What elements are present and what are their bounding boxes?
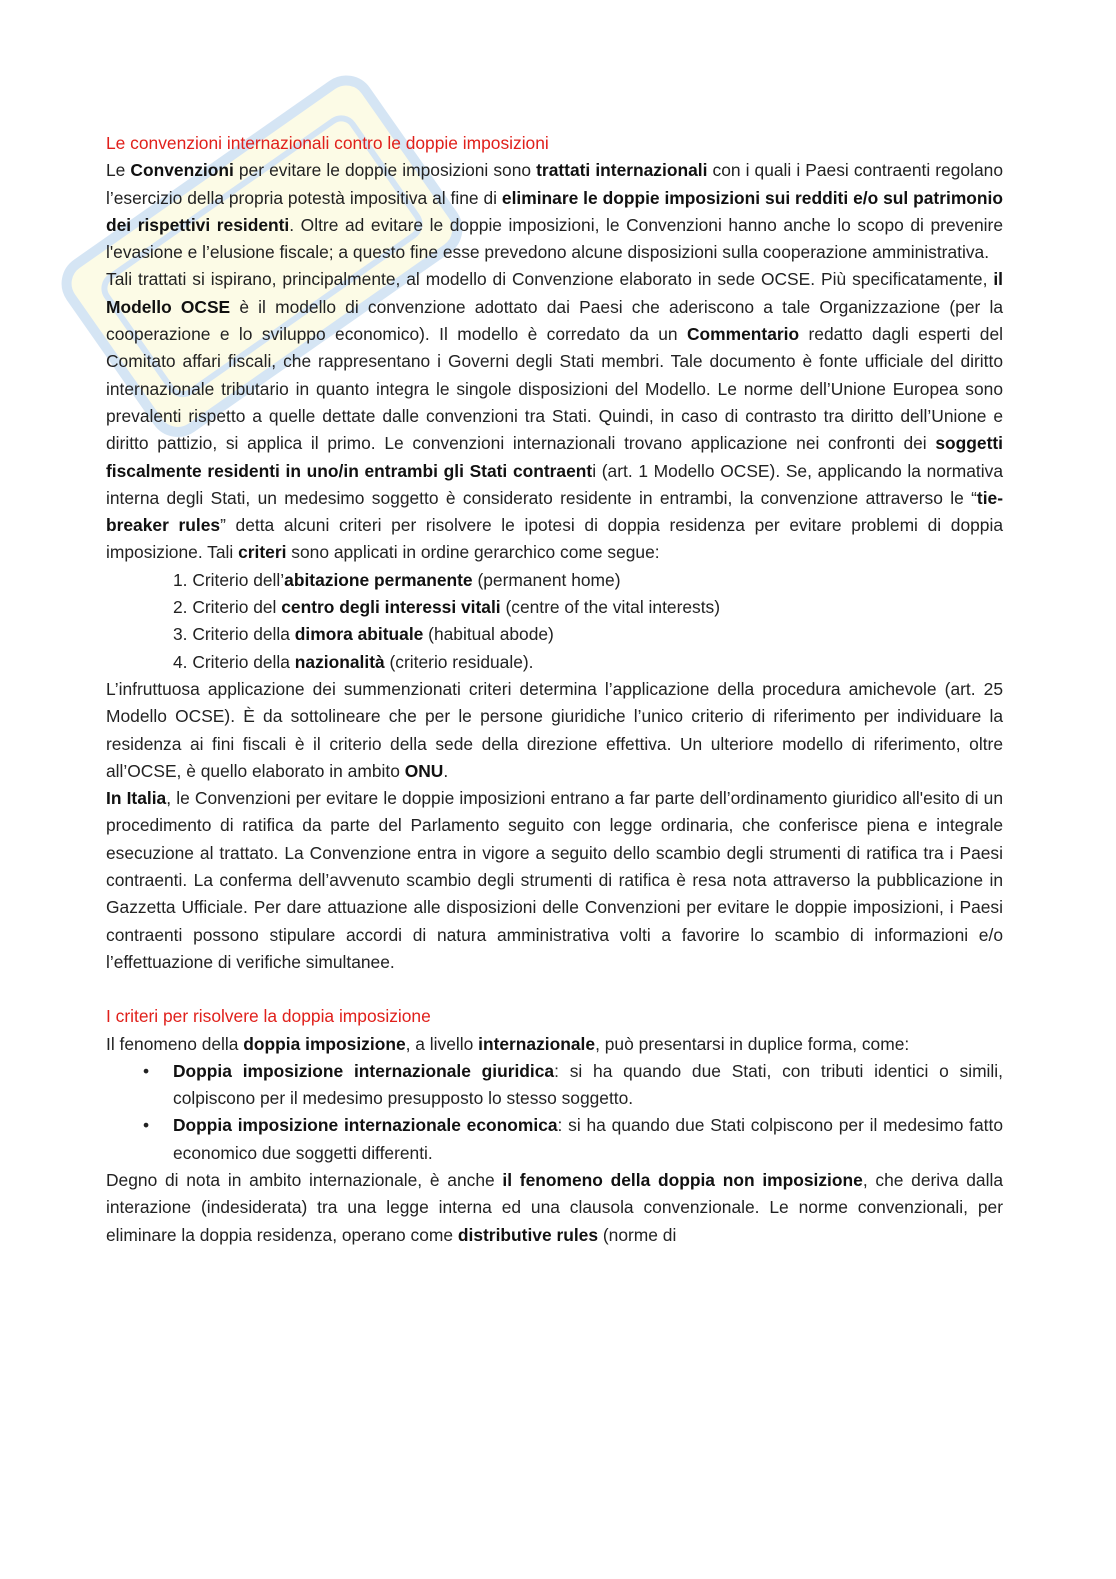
list-item: 2. Criterio del centro degli interessi vitali (centre of the vital interests) bbox=[173, 597, 721, 618]
document-body bbox=[106, 130, 1003, 1249]
paragraph-italia: In Italia, le Convenzioni per evitare le doppie imposizioni entrano a far parte dell’ordinamento giuridico all'esito di un procedimento di ratifica da parte del Parlamento seguito con legge ordinaria, che conferisce piena e integrale esecuzione al trattato. La Convenzione entra in vigore a seguito dello scambio degli strumenti di ratifica tra i Paesi contraenti. La conferma dell’avvenuto scambio degli strumenti di ratifica è resa nota attraverso la pubblicazione in Gazzetta Ufficiale. Per dare attuazione alle disposizioni delle Convenzioni per evitare le doppie imposizioni, i Paesi contraenti possono stipulare accordi di natura amministrativa volti a favorire lo scambio di informazioni e/o l’effettuazione di verifiche simultanee. bbox=[106, 788, 1003, 972]
list-item: • Doppia imposizione internazionale giuridica: si ha quando due Stati, con tributi identici o simili, colpiscono per il medesimo presupposto lo stesso soggetto. bbox=[106, 1058, 1003, 1113]
list-item: 1. Criterio dell’abitazione permanente (permanent home) bbox=[173, 569, 621, 590]
section-heading-criteri: I criteri per risolvere la doppia imposizione bbox=[106, 1006, 431, 1027]
bullet-icon: • bbox=[143, 1060, 150, 1081]
paragraph-doppia-non-imposizione: Degno di nota in ambito internazionale, è anche il fenomeno della doppia non imposizione, che deriva dalla interazione (indesiderata) tra una legge interna ed una clausola convenzionale. Le norme convenzionali, per eliminare la doppia residenza, operano come distributive rules (norme di bbox=[106, 1169, 1003, 1245]
list-item: 4. Criterio della nazionalità (criterio residuale). bbox=[173, 651, 534, 672]
bullet-icon: • bbox=[143, 1115, 150, 1136]
paragraph-modello-ocse: Tali trattati si ispirano, principalmente, al modello di Convenzione elaborato in sede OCSE. Più specificatamente, il Modello OCSE è il modello di convenzione adottato dai Paesi che aderiscono a tale Organizzazione (per la cooperazione e lo sviluppo economico). Il modello è corredato da un Commentario redatto dagli esperti del Comitato affari fiscali, che rappresentano i Governi degli Stati membri. Tale documento è fonte ufficiale del diritto internazionale tributario in quanto integra le singole disposizioni del Modello. Le norme dell’Unione Europea sono prevalenti rispetto a quelle dettate dalle convenzioni tra Stati. Quindi, in caso di contrasto tra diritto dell’Unione e diritto pattizio, si applica il primo. Le convenzioni internazionali trovano applicazione nei confronti dei soggetti fiscalmente residenti in uno/in entrambi gli Stati contraenti (art. 1 Modello OCSE). Se, applicando la normativa interna degli Stati, un medesimo soggetto è considerato residente in entrambi, la convenzione attraverso le “tie-breaker rules” detta alcuni criteri per risolvere le ipotesi di doppia residenza per evitare problemi di doppia imposizione. Tali criteri sono applicati in ordine gerarchico come segue: bbox=[106, 269, 1003, 563]
paragraph-procedura-amichevole: L’infruttuosa applicazione dei summenzionati criteri determina l’applicazione della procedura amichevole (art. 25 Modello OCSE). È da sottolineare che per le persone giuridiche l’unico criterio di riferimento per individuare la residenza ai fini fiscali è il criterio della sede della direzione effettiva. Un ulteriore modello di riferimento, oltre all’OCSE, è quello elaborato in ambito ONU. bbox=[106, 678, 1003, 781]
paragraph-convenzioni-intro: Le Convenzioni per evitare le doppie imposizioni sono trattati internazionali con i quali i Paesi contraenti regolano l’esercizio della propria potestà impositiva al fine di eliminare le doppie imposizioni sui redditi e/o sul patrimonio dei rispettivi residenti. Oltre ad evitare le doppie imposizioni, le Convenzioni hanno anche lo scopo di prevenire l'evasione e l’elusione fiscale; a questo fine esse prevedono alcune disposizioni sulla cooperazione amministrativa. bbox=[106, 160, 1003, 263]
section-heading-convenzioni: Le convenzioni internazionali contro le doppie imposizioni bbox=[106, 133, 549, 153]
list-item: 3. Criterio della dimora abituale (habitual abode) bbox=[173, 624, 554, 645]
list-item: • Doppia imposizione internazionale economica: si ha quando due Stati colpiscono per il medesimo fatto economico due soggetti differenti. bbox=[106, 1112, 1003, 1167]
criteria-list bbox=[106, 567, 1003, 676]
section-gap bbox=[106, 976, 1003, 1003]
paragraph-doppia-imposizione: Il fenomeno della doppia imposizione, a livello internazionale, può presentarsi in duplice forma, come: bbox=[106, 1033, 910, 1054]
bullet-list bbox=[106, 1058, 1003, 1167]
